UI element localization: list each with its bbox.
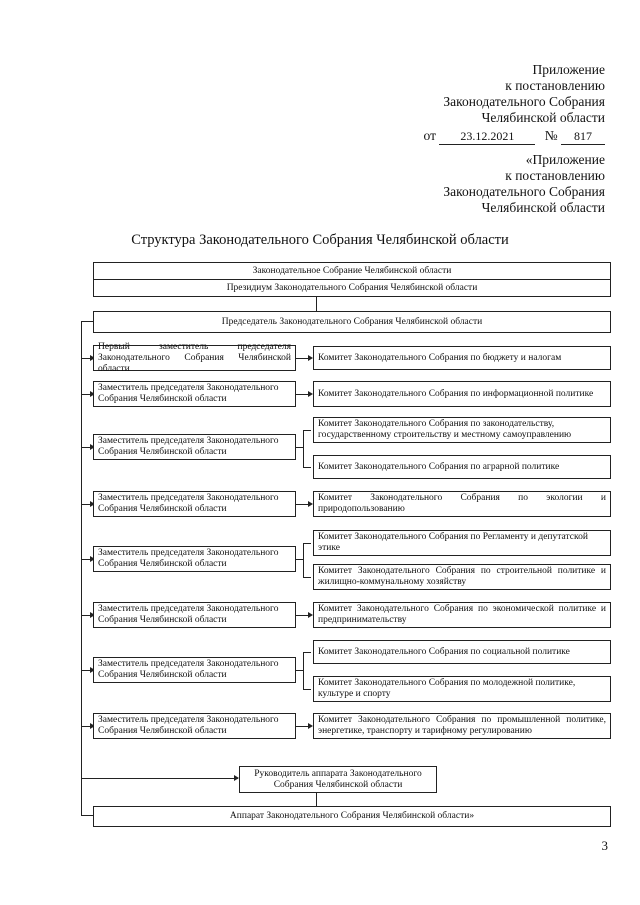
committee-label: Комитет Законодательного Собрания по строительной политике и жилищно-коммунальному хозяйству	[318, 566, 606, 587]
header-line-resolution: к постановлению	[505, 78, 605, 93]
connector	[81, 778, 238, 779]
committee-box-information	[313, 381, 611, 407]
number-label: №	[544, 128, 558, 143]
annex-block	[443, 152, 605, 216]
header-line-region: Челябинской области	[481, 110, 605, 125]
committee-box-youth	[313, 676, 611, 702]
header-block	[424, 62, 606, 145]
deputy-box-7	[93, 657, 296, 683]
from-label: от	[423, 128, 436, 143]
deputy-label: Заместитель председателя Законодательного Собрания Челябинской области	[98, 436, 279, 457]
page-number: 3	[601, 838, 608, 853]
assembly-box	[93, 262, 611, 280]
connector	[296, 447, 303, 448]
deputy-box-6	[93, 602, 296, 628]
deputy-box-3	[93, 434, 296, 460]
staff-box	[93, 806, 611, 827]
deputy-label: Заместитель председателя Законодательного Собрания Челябинской области	[98, 493, 279, 514]
connector	[316, 793, 317, 806]
connector	[303, 430, 304, 467]
connector	[303, 543, 304, 577]
head-of-staff-label: Руководитель аппарата Законодательного Собрания Челябинской области	[254, 768, 422, 790]
connector	[303, 577, 311, 578]
committee-box-industry	[313, 713, 611, 739]
deputy-label: Заместитель председателя Законодательного Собрания Челябинской области	[98, 659, 279, 680]
committee-box-budget	[313, 346, 611, 370]
resolution-number: 817	[561, 128, 605, 145]
header-date-line	[424, 128, 606, 145]
committee-label: Комитет Законодательного Собрания по промышленной политике, энергетике, транспорту и тарифному регулированию	[318, 715, 606, 736]
main-trunk-line	[81, 321, 82, 815]
annex-line-region: Челябинской области	[481, 200, 605, 215]
committee-box-social	[313, 640, 611, 664]
connector	[296, 670, 303, 671]
committee-box-ecology	[313, 491, 611, 517]
committee-label: Комитет Законодательного Собрания по экономической политике и предпринимательству	[318, 604, 606, 625]
annex-line-assembly: Законодательного Собрания	[443, 184, 605, 199]
presidium-box	[93, 279, 611, 297]
committee-label: Комитет Законодательного Собрания по экологии и природопользованию	[318, 493, 606, 514]
deputy-label: Заместитель председателя Законодательного Собрания Челябинской области	[98, 383, 279, 404]
deputy-box-2	[93, 381, 296, 407]
deputy-label: Заместитель председателя Законодательного Собрания Челябинской области	[98, 604, 279, 625]
assembly-label: Законодательное Собрание Челябинской области	[252, 265, 452, 276]
connector	[303, 652, 304, 689]
connector	[303, 689, 311, 690]
resolution-date: 23.12.2021	[439, 128, 535, 145]
deputy-label: Заместитель председателя Законодательного Собрания Челябинской области	[98, 548, 279, 569]
committee-label: Комитет Законодательного Собрания по Регламенту и депутатской этике	[318, 532, 588, 553]
committee-box-construction	[313, 564, 611, 590]
committee-label: Комитет Законодательного Собрания по молодежной политике, культуре и спорту	[318, 678, 576, 699]
connector	[303, 652, 311, 653]
committee-box-agrarian	[313, 455, 611, 479]
deputy-box-8	[93, 713, 296, 739]
chairman-box	[93, 311, 611, 333]
committee-label: Комитет Законодательного Собрания по бюджету и налогам	[318, 352, 562, 363]
connector	[316, 297, 317, 311]
annex-line-resolution: к постановлению	[505, 168, 605, 183]
presidium-label: Президиум Законодательного Собрания Челябинской области	[226, 282, 478, 293]
committee-box-legislation	[313, 417, 611, 443]
connector	[296, 559, 303, 560]
chairman-label: Председатель Законодательного Собрания Челябинской области	[221, 316, 483, 327]
staff-label: Аппарат Законодательного Собрания Челябинской области»	[229, 811, 475, 821]
deputy-box-5	[93, 546, 296, 572]
annex-line-appendix: «Приложение	[525, 152, 605, 167]
deputy-label: Заместитель председателя Законодательного Собрания Челябинской области	[98, 715, 279, 736]
connector	[303, 430, 311, 431]
committee-label: Комитет Законодательного Собрания по аграрной политике	[318, 461, 560, 472]
committee-label: Комитет Законодательного Собрания по законодательству, государственному строительству и местному самоуправлению	[318, 419, 572, 440]
deputy-label: Первый заместитель председателя Законодательного Собрания Челябинской области	[98, 341, 291, 374]
connector	[303, 467, 311, 468]
page-title: Структура Законодательного Собрания Челябинской области	[131, 232, 509, 248]
header-line-appendix: Приложение	[532, 62, 605, 77]
connector	[303, 543, 311, 544]
deputy-box-1	[93, 341, 296, 374]
committee-box-economic	[313, 602, 611, 628]
deputy-box-4	[93, 491, 296, 517]
committee-box-regulations	[313, 530, 611, 556]
committee-label: Комитет Законодательного Собрания по социальной политике	[318, 646, 570, 657]
head-of-staff-box	[239, 766, 437, 793]
header-line-assembly: Законодательного Собрания	[443, 94, 605, 109]
connector	[81, 815, 93, 816]
committee-label: Комитет Законодательного Собрания по информационной политике	[318, 388, 594, 399]
